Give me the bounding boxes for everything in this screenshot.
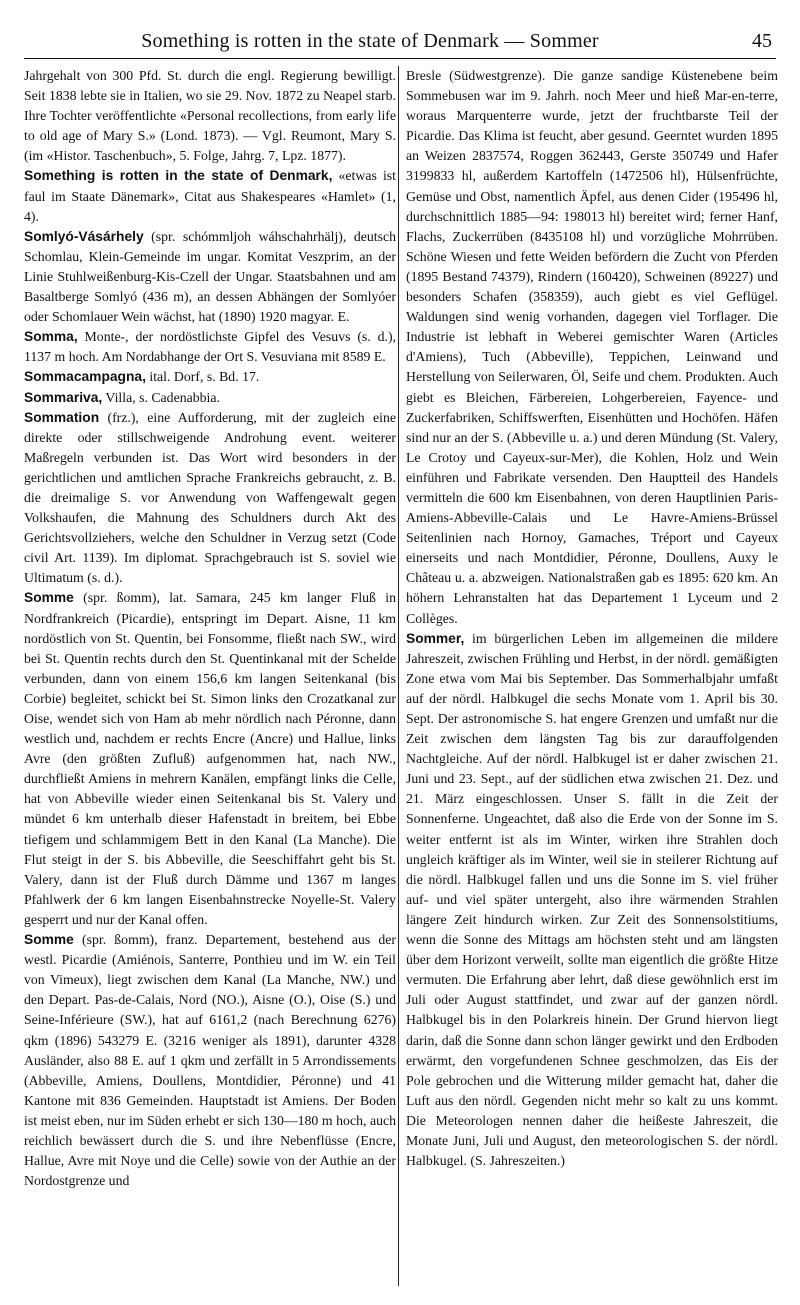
entry-headword: Somlyó-Vásárhely <box>24 228 144 244</box>
entry-text: (spr. schómmljoh wáhschahrhälj), deutsch Schomlau, Klein-Gemeinde im ungar. Komitat Veszprim, an der Linie Stuhlweißenburg-Kis-Czell der Ungar. Staatsbahnen und am Basaltberge Somlyó (436 m), an dessen Abhängen der Somlyóer oder Schomlauer Wein wächst, hat (1890) 1920 magyar. E. <box>24 228 396 325</box>
left-column <box>24 66 396 1291</box>
entry-headword: Somma, <box>24 329 78 345</box>
entry-something-rotten <box>24 166 396 226</box>
entry-somme-river <box>24 588 396 930</box>
entry-headword: Somme <box>24 590 74 606</box>
entry-continuation <box>406 66 778 629</box>
entry-continuation <box>24 66 396 166</box>
entry-headword: Sommacampagna, <box>24 369 146 385</box>
entry-somme-departement <box>24 930 396 1191</box>
entry-text: (frz.), eine Aufforderung, mit der zugleich eine direkte oder stillschweigende Androhung event. weiterer Maßregeln verbunden ist. Das Wort wird besonders in der gerichtlichen und amtlichen Sprache Frankreichs gebraucht, z. B. die dreimalige S. vor Anwendung von Waffengewalt gegen Volkshaufen, die Mahnung des Schuldners durch Akt des Gerichtsvollziehers, welche den Schuldner in Verzug setzt (Code civil Art. 1139). Im diplomat. Sprachgebrauch ist S. soviel wie Ultimatum (s. d.). <box>24 409 396 586</box>
header-title: Something is rotten in the state of Denmark — Sommer <box>141 30 599 52</box>
page-number: 45 <box>752 30 772 52</box>
entry-sommer <box>406 629 778 1172</box>
column-divider <box>398 66 399 1286</box>
running-header <box>24 30 776 59</box>
entry-headword: Something is rotten in the state of Denmark, <box>24 168 333 184</box>
entry-sommation <box>24 408 396 589</box>
entry-text: (spr. ßomm), franz. Departement, bestehend aus der westl. Picardie (Amiénois, Santerre, Ponthieu und im W. ein Teil von Vimeux), liegt zwischen dem Kanal (La Manche, NW.) und den Depart. Pas-de-Calais, Nord (NO.), Aisne (O.), Oise (S.) und Seine-Inférieure (SW.), hat auf 6161,2 (nach Berechnung 6276) qkm (1896) 543279 E. (3216 weniger als 1891), darunter 4328 Ausländer, also 88 E. auf 1 qkm und zerfällt in 5 Arrondissements (Abbeville, Amiens, Doullens, Montdidier, Péronne) und 41 Kantone mit 836 Gemeinden. Hauptstadt ist Amiens. Der Boden ist meist eben, nur im Süden erhebt er sich 130—180 m hoch, auch reichlich bewässert durch die S. und ihre Nebenflüsse (Encre, Hallue, Avre mit Noye und die Celle) sowie von der Authie an der Nordostgrenze und <box>24 932 396 1189</box>
entry-somma <box>24 327 396 367</box>
right-column <box>406 66 778 1291</box>
entry-sommariva <box>24 388 396 408</box>
entry-somlyo-vasarhely <box>24 227 396 327</box>
entry-headword: Sommation <box>24 409 100 425</box>
entry-text: Monte-, der nordöstlichste Gipfel des Vesuvs (s. d.), 1137 m hoch. Am Nordabhange der Ort S. Vesuviana mit 8589 E. <box>24 329 396 365</box>
entry-text: im bürgerlichen Leben im allgemeinen die mildere Jahreszeit, zwischen Frühling und Herbst, in der nördl. gemäßigten Zone etwa vom Mai bis September. Das Sommerhalbjahr umfaßt auf der nördl. Halbkugel die sechs Monate vom 1. April bis 30. Sept. Der astronomische S. hat engere Grenzen und umfaßt nur die Zeit zwischen dem längsten Tag bis zur darauffolgenden Nachtgleiche. Auf der nördl. Halbkugel ist er daher zwischen 21. Juni und 23. Sept., auf der südlichen etwa zwischen 21. Dez. und 21. März eingeschlossen. Unser S. fällt in die Zeit der Sonnenferne. Ungeachtet, daß also die Erde von der Sonne im S. weiter entfernt ist als im Winter, wirken ihre Strahlen doch ungleich kräftiger als im Winter, weil sie in steilerer Richtung auf die nördl. Halbkugel fallen und uns die Sonne im S. viel früher auf- und viel später untergeht, also ihre wärmenden Strahlen längere Zeit hindurch wirken. Zur Zeit des Sonnensolstitiums, wenn die Sonne des Mittags am höchsten steht und am längsten über dem Horizont verweilt, sollte man eigentlich die größte Hitze vermuten. Die Erfahrung aber lehrt, daß diese gewöhnlich erst im Juli oder August stattfindet, und zwar auf der ganzen nördl. Halbkugel bis in den Polarkreis hinein. Der Grund hiervon liegt darin, daß die Sonne dann schon länger gewirkt und den Erdboden erwärmt, den vorgefundenen Schnee geschmolzen, das Eis der Pole gebrochen und die Witterung milder gemacht hat, daher die Luft aus den nördl. Gegenden nicht mehr so kalt zu uns kommt. Die Meteorologen nennen daher die heißeste Jahreszeit, die Monate Juni, Juli und August, den meteorologischen S. der nördl. Halbkugel. (S. Jahreszeiten.) <box>406 630 778 1169</box>
entry-text: Jahrgehalt von 300 Pfd. St. durch die engl. Regierung bewilligt. Seit 1838 lebte sie in Italien, wo sie 29. Nov. 1872 zu Neapel starb. Ihre Tochter veröffentlichte «Personal recollections, from early life to old age of Mary S.» (Lond. 1873). — Vgl. Reumont, Mary S. (im «Histor. Taschenbuch», 5. Folge, Jahrg. 7, Lpz. 1877). <box>24 68 396 164</box>
entry-text: Villa, s. Cadenabbia. <box>102 389 220 405</box>
entry-headword: Sommariva, <box>24 389 103 405</box>
entry-text: Bresle (Südwestgrenze). Die ganze sandige Küstenebene beim Sommebusen war im 9. Jahrh. noch Meer und hieß Mar-en-terre, woraus Marquenterre wurde, jetzt der fruchtbarste Teil der Picardie. Das Klima ist feucht, aber gesund. Geerntet wurden 1895 an Weizen 2837574, Roggen 362443, Gerste 350749 und Hafer 3199833 hl, außerdem Kartoffeln (1472506 hl), Hülsenfrüchte, Gemüse und Obst, namentlich Äpfel, aus denen Cider (195496 hl, durchschnittlich 1885—94: 198013 hl) bereitet wird; ferner Hanf, Flachs, Zuckerrüben (8435108 hl) und vorzügliche Mohrrüben. Schöne Wiesen und fette Weiden befördern die Zucht von Pferden (1895 Bestand 74379), Rindern (160420), Schweinen (89227) und besonders Schafen (358359), auch giebt es viel Geflügel. Waldungen sind wenig vorhanden, dagegen viel Torflager. Die Industrie ist lebhaft in Weberei gemischter Waren (Articles d'Amiens), Tuch (Abbeville), Teppichen, Leinwand und Herstellung von Seilerwaren, Öl, Seife und chem. Produkten. Auch giebt es Bleichen, Färbereien, Lohgerbereien, Fayence- und Zuckerfabriken, Schiffswerften, Eisenhütten und Hochöfen. Häfen sind nur an der S. (Abbeville u. a.) und deren Mündung (St. Valery, Le Crotoy und Cayeux-sur-Mer), die Kohlen, Holz und Wein einführen und Fabrikate versenden. Den Hauptteil des Handels vermitteln die 600 km Eisenbahnen, von deren Hauptlinien Paris-Amiens-Abbeville-Calais und Le Havre-Amiens-Brüssel Seitenlinien nach Hornoy, Gamaches, Tréport und Cayeux einerseits und nach Montdidier, Péronne, Doullens, Auxy le Château u. a. abzweigen. Nationalstraßen gab es 1895: 620 km. An höhern Lehranstalten hat das Departement 1 Lyceum und 2 Collèges. <box>406 68 778 626</box>
entry-text: ital. Dorf, s. Bd. 17. <box>145 369 260 385</box>
entry-text: (spr. ßomm), lat. Samara, 245 km langer Fluß in Nordfrankreich (Picardie), entspringt im Depart. Aisne, 11 km nordöstlich von St. Quentin, bei Fonsomme, fließt nach SW., wird bei St. Quentin rechts durch den St. Quentinkanal mit der Schelde verbunden, dann von einem 156,6 km langen Seitenkanal (bis Corbie) begleitet, schickt bei St. Simon links den Crozatkanal zur Oise, wendet sich von Ham ab mehr nördlich nach Péronne, dann westlich und, nachdem er rechts Encre (Ancre) und Hallue, links Avre (den größten Zufluß) aufgenommen hat, nach NW., durchfließt Amiens in mehrern Kanälen, empfängt links die Celle, hat von Abbeville wieder einen Seitenkanal bis St. Valery und mündet 6 km unterhalb dieser Hafenstadt in breitem, bei Ebbe tiefigem und schlammigem Bett in den Kanal (La Manche). Die Flut steigt in der S. bis Abbeville, die Seeschiffahrt geht bis St. Valery, dann ist der Fluß durch Dämme und 1367 m langes Pfahlwerk der 6 km langen Eisenbahnstrecke Noyelle-St. Valery gesperrt und nur der Kanal offen. <box>24 590 396 927</box>
entry-text: «etwas ist faul im Staate Dänemark», Citat aus Shakespeares «Hamlet» (1, 4). <box>24 168 396 224</box>
entry-headword: Somme <box>24 932 74 948</box>
entry-headword: Sommer, <box>406 630 465 646</box>
entry-sommacampagna <box>24 367 396 387</box>
